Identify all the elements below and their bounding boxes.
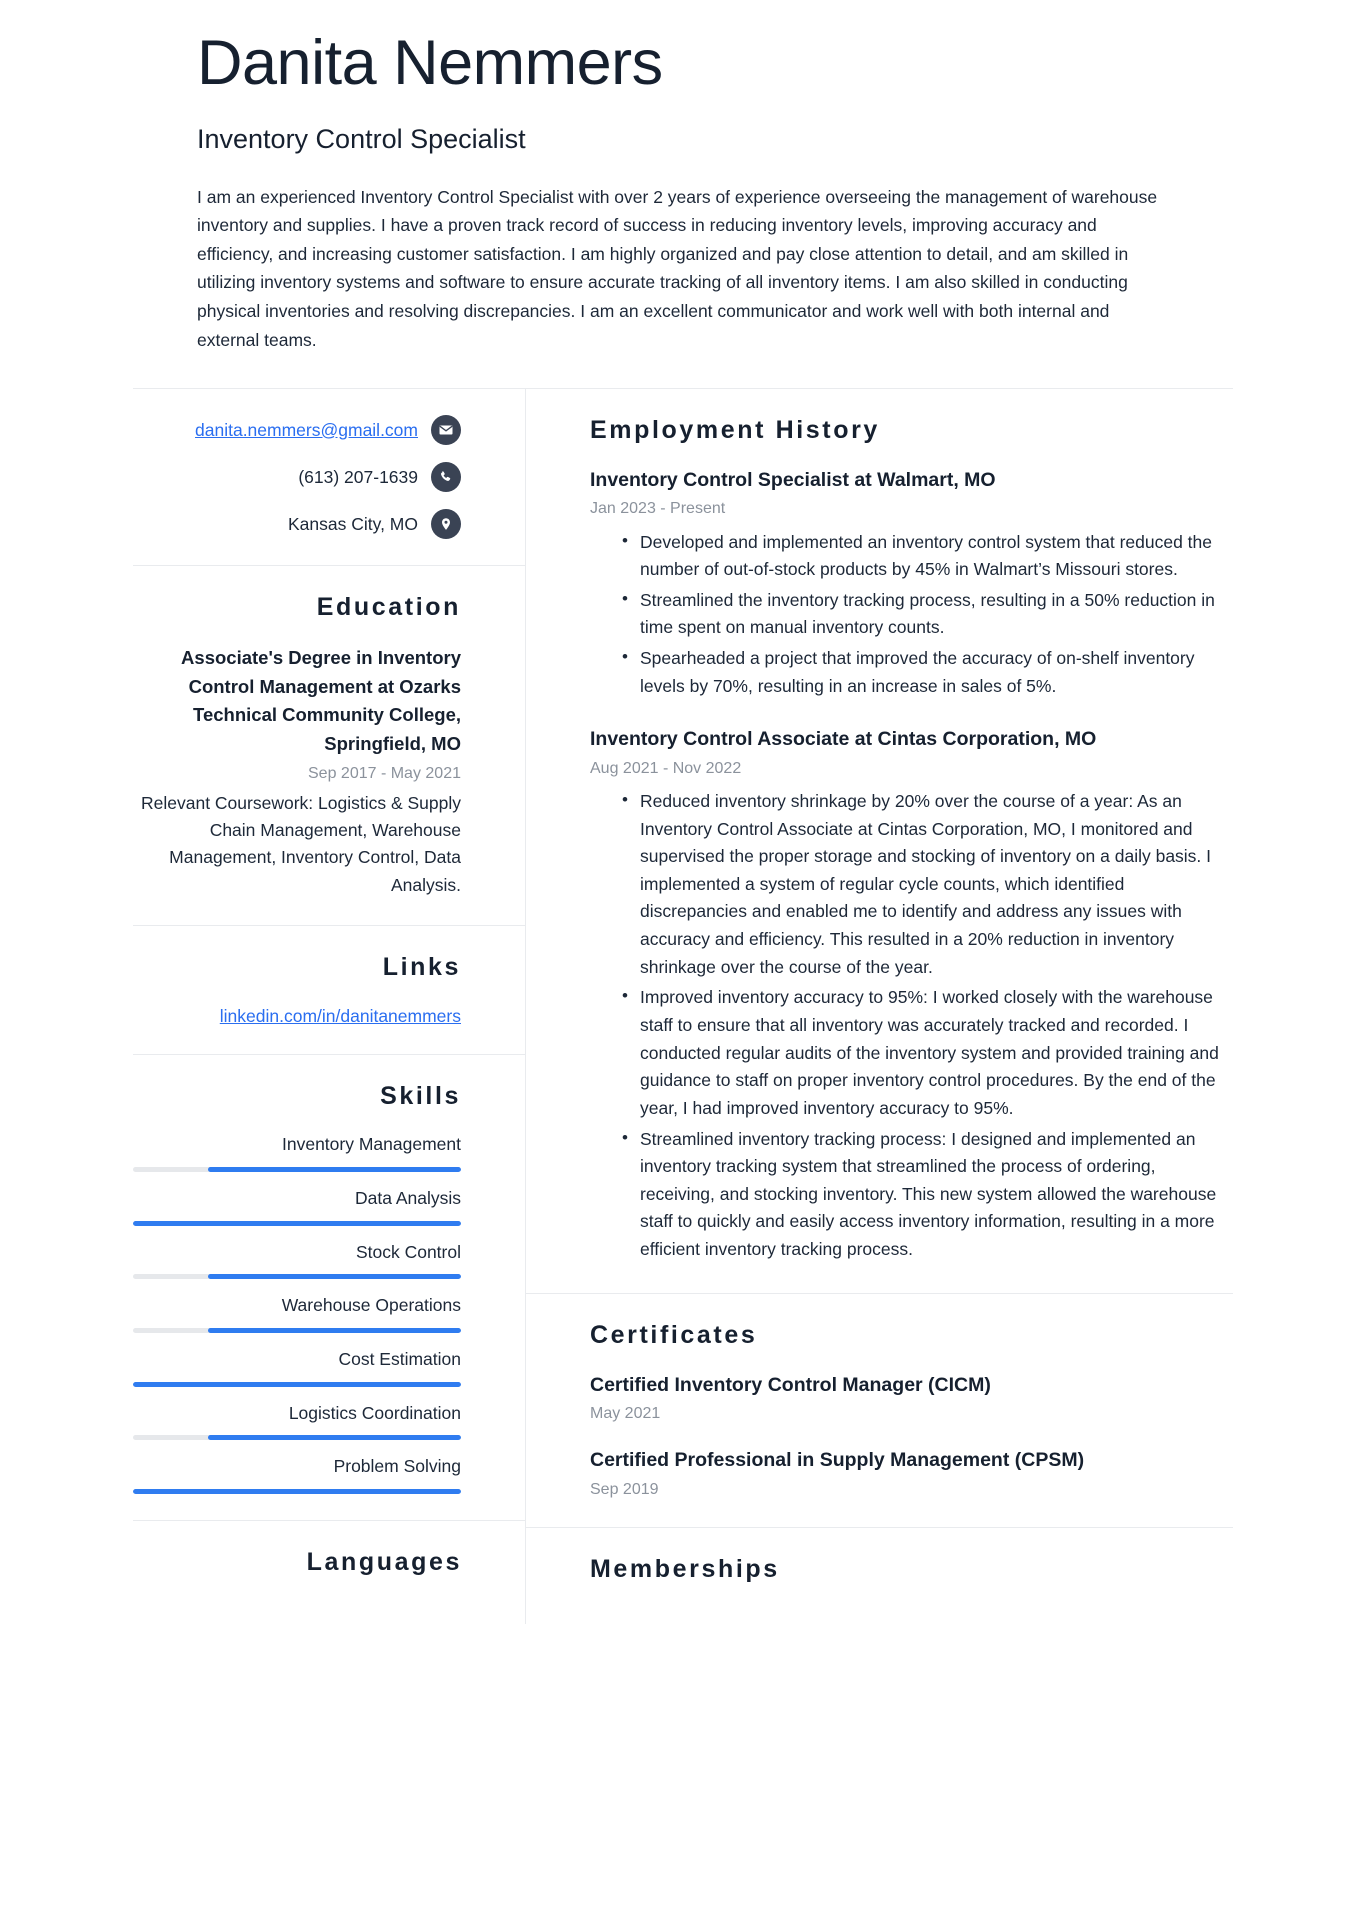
- bullet-item: • Streamlined the inventory tracking process, resulting in a 50% reduction in time spent on manual inventory counts.: [622, 587, 1233, 642]
- employment-bullets: [590, 529, 1233, 701]
- memberships-block: [526, 1528, 1233, 1624]
- employment-bullets: [590, 788, 1233, 1264]
- phone-text: (613) 207-1639: [298, 466, 418, 487]
- education-degree: Associate's Degree in Inventory Control Management at Ozarks Technical Community College, Springfield, MO: [181, 647, 461, 755]
- resume-page: [133, 0, 1233, 1931]
- links-block: [133, 926, 525, 1056]
- skill-item: [133, 1348, 461, 1387]
- location-text: Kansas City, MO: [288, 513, 418, 534]
- main-columns: [133, 389, 1233, 1624]
- certificates-title: Certificates: [590, 1320, 758, 1349]
- bullet-item: • Streamlined inventory tracking process: I designed and implemented an inventory tracking system that streamlined the process of ordering, receiving, and stocking inventory. This new system allowed the warehouse staff to quickly and easily access inventory information, resulting in a more efficient inventory tracking process.: [622, 1126, 1233, 1264]
- resume-header: [133, 0, 1233, 388]
- languages-block: [133, 1521, 526, 1617]
- skill-name: Data Analysis: [354, 1188, 461, 1209]
- skill-level-bar: [133, 1382, 461, 1387]
- certificate-item: [590, 1372, 1233, 1426]
- skill-level-bar: [133, 1274, 461, 1279]
- contact-email-row[interactable]: [133, 415, 461, 445]
- jobs-list: [590, 467, 1233, 1264]
- certificate-item: [590, 1447, 1233, 1501]
- employment-heading: Inventory Control Associate at Cintas Corporation, MO: [590, 728, 1097, 751]
- certificates-list: [590, 1372, 1233, 1501]
- email-text[interactable]: danita.nemmers@gmail.com: [195, 419, 418, 440]
- skill-level-fill: [208, 1435, 461, 1440]
- skill-name: Problem Solving: [333, 1456, 461, 1477]
- languages-title: Languages: [306, 1547, 462, 1576]
- page-title: Danita Nemmers: [197, 28, 663, 98]
- employment-title: Employment History: [590, 416, 880, 445]
- link-item[interactable]: linkedin.com/in/danitanemmers: [219, 1005, 461, 1026]
- main-content: [526, 389, 1233, 1624]
- skill-level-bar: [133, 1435, 461, 1440]
- employment-block: [526, 389, 1233, 1294]
- skill-name: Stock Control: [355, 1241, 461, 1262]
- skills-list: [133, 1133, 461, 1493]
- skill-item: [133, 1455, 461, 1494]
- skill-level-bar: [133, 1489, 461, 1494]
- skills-title: Skills: [380, 1082, 461, 1111]
- skill-item: [133, 1241, 461, 1280]
- bullet-item: • Improved inventory accuracy to 95%: I worked closely with the warehouse staff to ensure that all inventory was accurately tracked and recorded. I conducted regular audits of the inventory system and provided training and guidance to staff on proper inventory control procedures. By the end of the year, I had improved inventory accuracy to 95%.: [622, 984, 1233, 1122]
- skill-item: [133, 1294, 461, 1333]
- skills-block: [133, 1055, 525, 1520]
- skill-level-fill: [133, 1489, 461, 1494]
- skill-name: Inventory Management: [282, 1134, 461, 1155]
- skill-item: [133, 1187, 461, 1226]
- skill-level-bar: [133, 1167, 461, 1172]
- skill-item: [133, 1402, 461, 1441]
- certificate-date: Sep 2019: [590, 1480, 659, 1498]
- contact-phone-row[interactable]: [133, 462, 461, 492]
- links-title: Links: [382, 952, 461, 981]
- professional-summary: I am an experienced Inventory Control Specialist with over 2 years of experience overseeing the management of warehouse inventory and supplies. I have a proven track record of success in reducing inventory levels, improving accuracy and efficiency, and increasing customer satisfaction. I am highly organized and pay close attention to detail, and am skilled in utilizing inventory systems and software to ensure accurate tracking of all inventory items. I am also skilled in conducting physical inventories and resolving discrepancies. I am an excellent communicator and work well with both internal and external teams.: [197, 186, 1158, 350]
- skill-level-fill: [208, 1328, 461, 1333]
- skill-item: [133, 1133, 461, 1172]
- skill-name: Logistics Coordination: [288, 1402, 461, 1423]
- contact-block: [133, 389, 525, 566]
- education-date: Sep 2017 - May 2021: [308, 764, 461, 782]
- certificates-block: [526, 1294, 1233, 1528]
- bullet-item: • Reduced inventory shrinkage by 20% over the course of a year: As an Inventory Control Associate at Cintas Corporation, MO, I monitored and supervised the proper storage and stocking of inventory on a daily basis. I implemented a system of regular cycle counts, which identified discrepancies and enabled me to identify and address any issues with accuracy and efficiency. This resulted in a 20% reduction in inventory shrinkage over the course of the year.: [622, 788, 1233, 981]
- skill-level-fill: [208, 1167, 461, 1172]
- memberships-title: Memberships: [590, 1554, 780, 1583]
- map-pin-icon: [431, 509, 461, 539]
- employment-heading: Inventory Control Specialist at Walmart, MO: [590, 469, 996, 492]
- skill-name: Cost Estimation: [338, 1348, 461, 1369]
- skill-level-bar: [133, 1328, 461, 1333]
- employment-date: Aug 2021 - Nov 2022: [590, 759, 742, 777]
- phone-icon: [431, 462, 461, 492]
- education-description: Relevant Coursework: Logistics & Supply Chain Management, Warehouse Management, Inventory Control, Data Analysis.: [140, 792, 461, 895]
- skill-level-fill: [133, 1221, 461, 1226]
- employment-item: [590, 467, 1233, 700]
- contact-location-row: [133, 509, 461, 539]
- skill-level-fill: [133, 1382, 461, 1387]
- bullet-item: • Developed and implemented an inventory control system that reduced the number of out-of-stock products by 45% in Walmart’s Missouri stores.: [622, 529, 1233, 584]
- certificate-name: Certified Professional in Supply Management (CPSM): [590, 1449, 1085, 1472]
- job-title: Inventory Control Specialist: [197, 123, 526, 154]
- envelope-icon: [431, 415, 461, 445]
- bullet-item: • Spearheaded a project that improved the accuracy of on-shelf inventory levels by 70%, resulting in an increase in sales of 5%.: [622, 645, 1233, 700]
- employment-item: [590, 726, 1233, 1263]
- education-title: Education: [316, 593, 461, 622]
- certificate-date: May 2021: [590, 1405, 661, 1423]
- certificate-name: Certified Inventory Control Manager (CICM): [590, 1373, 991, 1396]
- education-block: [133, 566, 525, 926]
- skill-level-bar: [133, 1221, 461, 1226]
- employment-date: Jan 2023 - Present: [590, 500, 726, 518]
- skill-level-fill: [208, 1274, 461, 1279]
- skill-name: Warehouse Operations: [281, 1295, 461, 1316]
- sidebar: [133, 389, 526, 1624]
